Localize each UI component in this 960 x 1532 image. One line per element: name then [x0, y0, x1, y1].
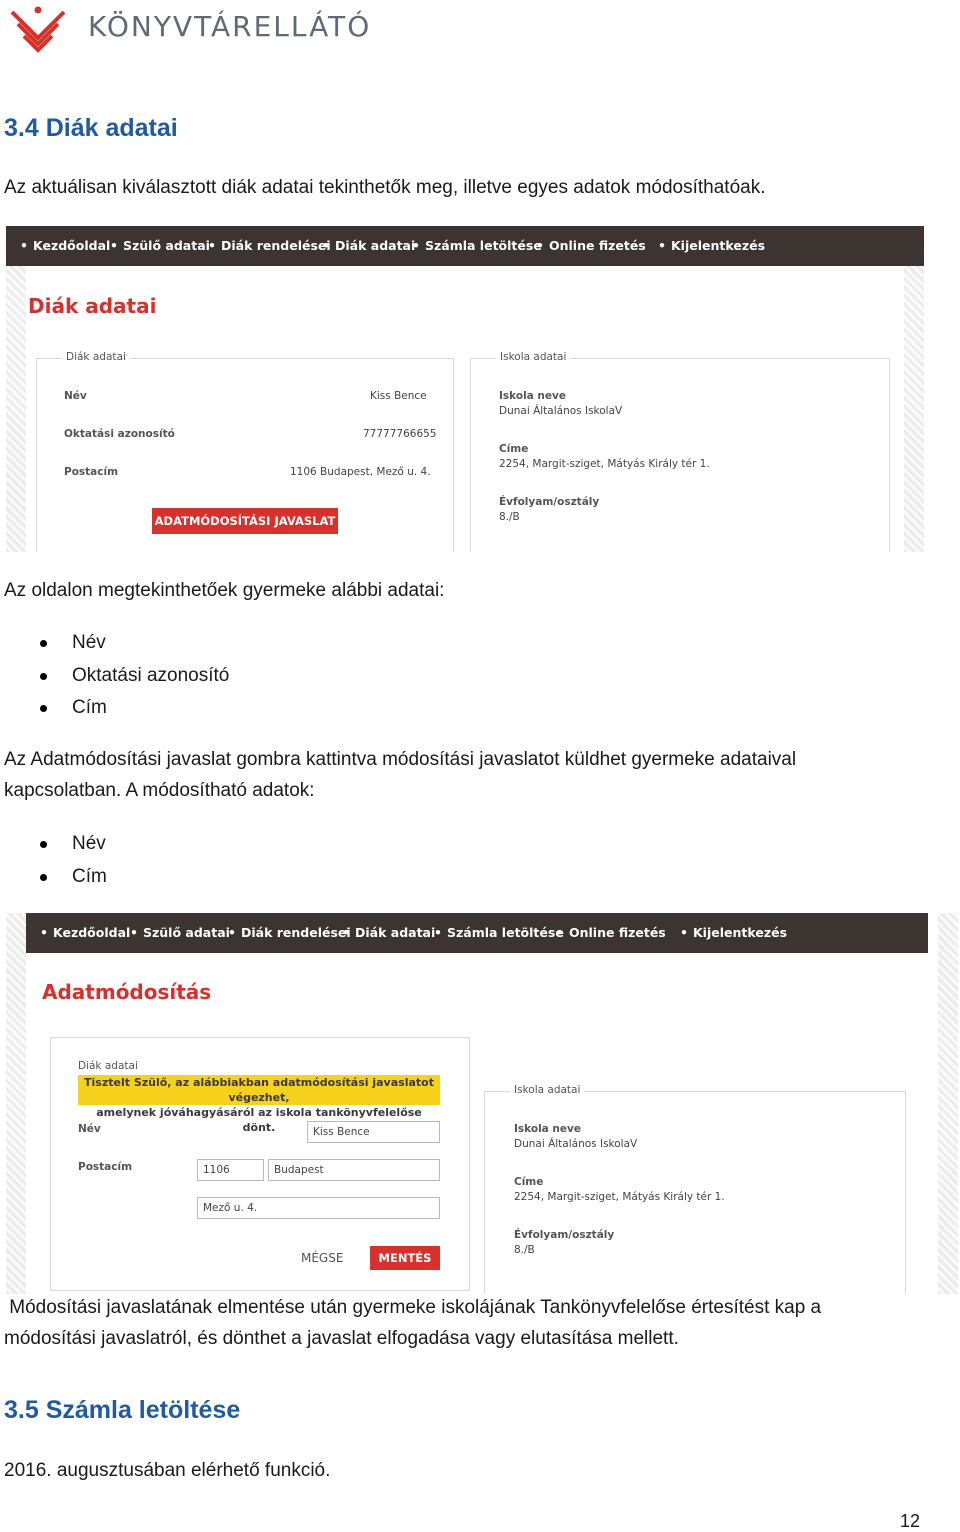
nav-item-diak-adatai[interactable]: • Diák adatai: [342, 925, 435, 940]
screenshot-adatmodositas: [6, 913, 958, 1294]
nav-item-online-fizetes[interactable]: • Online fizetés: [556, 925, 666, 940]
grade-value: 8./B: [514, 1244, 535, 1256]
grade-label: Évfolyam/osztály: [514, 1229, 615, 1241]
page-title: Diák adatai: [28, 294, 157, 318]
nav-item-online-fizetes[interactable]: • Online fizetés: [536, 238, 646, 253]
name-label: Név: [78, 1123, 101, 1135]
screenshot-diak-adatai: [6, 226, 924, 552]
student-legend: Diák adatai: [78, 1060, 138, 1072]
post-label: Postacím: [64, 466, 119, 478]
school-fieldset: [470, 358, 890, 552]
nav-item-diak-rendelesei[interactable]: • Diák rendelései: [208, 238, 331, 253]
school-name-value: Dunai Általános IskolaV: [499, 405, 623, 417]
section-heading-szamla-letoltese: 3.5 Számla letöltése: [4, 1396, 241, 1424]
list-item: Cím: [0, 861, 107, 894]
modifiable-data-list: [0, 828, 107, 893]
page-number: 12: [899, 1511, 920, 1531]
section2-text: 2016. augusztusában elérhető funkció.: [4, 1460, 331, 1481]
post-label: Postacím: [78, 1161, 133, 1173]
nav-item-kezdooldal[interactable]: • Kezdőoldal: [20, 238, 110, 253]
warning-line-1: Tisztelt Szülő, az alábbiakban adatmódosítási javaslatot végezhet,: [84, 1076, 434, 1104]
name-label: Név: [64, 390, 87, 402]
nav-bar: [6, 226, 924, 266]
paragraph-after-save-line1: Módosítási javaslatának elmentése után gyermeke iskolájának Tankönyvfelelőse értesítést kap a: [4, 1297, 822, 1318]
paragraph-viewable-data: Az oldalon megtekinthetőek gyermeke alábbi adatai:: [4, 580, 445, 601]
adatmodositasi-javaslat-button[interactable]: ADATMÓDOSÍTÁSI JAVASLAT: [152, 508, 338, 534]
school-legend: Iskola adatai: [496, 351, 570, 363]
school-address-value: 2254, Margit-sziget, Mátyás Király tér 1.: [514, 1191, 725, 1203]
nav-bar: [26, 913, 928, 953]
school-name-label: Iskola neve: [514, 1123, 581, 1135]
zip-input[interactable]: 1106: [197, 1159, 264, 1181]
grade-label: Évfolyam/osztály: [499, 496, 600, 508]
warning-line-2: amelynek jóváhagyásáról az iskola tankönyvfelelőse dönt.: [96, 1106, 422, 1134]
paragraph-modify-line2: kapcsolatban. A módosítható adatok:: [4, 780, 315, 801]
student-legend: Diák adatai: [62, 351, 130, 363]
name-value: Kiss Bence: [370, 390, 427, 402]
post-value: 1106 Budapest, Mező u. 4.: [290, 466, 431, 478]
cancel-button[interactable]: MÉGSE: [301, 1251, 344, 1265]
street-input[interactable]: Mező u. 4.: [197, 1197, 440, 1219]
konyvtarellato-logo-icon: [8, 4, 68, 56]
city-input[interactable]: Budapest: [268, 1159, 440, 1181]
nav-item-szamla-letoltese[interactable]: • Számla letöltése: [434, 925, 564, 940]
nav-item-szulo-adatai[interactable]: • Szülő adatai: [110, 238, 210, 253]
paragraph-after-save-line2: módosítási javaslatról, és dönthet a javaslat elfogadása vagy elutasítása mellett.: [4, 1328, 679, 1349]
nav-item-diak-adatai[interactable]: • Diák adatai: [322, 238, 415, 253]
name-input[interactable]: Kiss Bence: [307, 1121, 440, 1143]
list-item: Oktatási azonosító: [0, 660, 229, 693]
school-address-label: Címe: [514, 1176, 544, 1188]
list-item: Név: [0, 828, 107, 861]
nav-item-kijelentkezes[interactable]: • Kijelentkezés: [680, 925, 787, 940]
nav-item-szulo-adatai[interactable]: • Szülő adatai: [130, 925, 230, 940]
grade-value: 8./B: [499, 511, 520, 523]
brand-name: KÖNYVTÁRELLÁTÓ: [88, 10, 372, 43]
save-button[interactable]: MENTÉS: [370, 1246, 440, 1270]
section-heading-diak-adatai: 3.4 Diák adatai: [4, 114, 178, 142]
paragraph-modify-line1: Az Adatmódosítási javaslat gombra kattintva módosítási javaslatot küldhet gyermeke adataival: [4, 749, 797, 770]
nav-item-szamla-letoltese[interactable]: • Számla letöltése: [412, 238, 542, 253]
list-item: Cím: [0, 692, 229, 725]
school-legend: Iskola adatai: [510, 1084, 584, 1096]
school-address-value: 2254, Margit-sziget, Mátyás Király tér 1.: [499, 458, 710, 470]
id-label: Oktatási azonosító: [64, 428, 175, 440]
nav-item-diak-rendelesei[interactable]: • Diák rendelései: [228, 925, 351, 940]
nav-item-kijelentkezes[interactable]: • Kijelentkezés: [658, 238, 765, 253]
nav-item-kezdooldal[interactable]: • Kezdőoldal: [40, 925, 130, 940]
intro-text: Az aktuálisan kiválasztott diák adatai tekinthetők meg, illetve egyes adatok módosíthatóak.: [4, 177, 766, 198]
id-value: 77777766655: [363, 428, 437, 440]
viewable-data-list: [0, 627, 229, 725]
school-address-label: Címe: [499, 443, 529, 455]
list-item: Név: [0, 627, 229, 660]
page-title: Adatmódosítás: [42, 980, 212, 1004]
school-name-value: Dunai Általános IskolaV: [514, 1138, 638, 1150]
school-name-label: Iskola neve: [499, 390, 566, 402]
